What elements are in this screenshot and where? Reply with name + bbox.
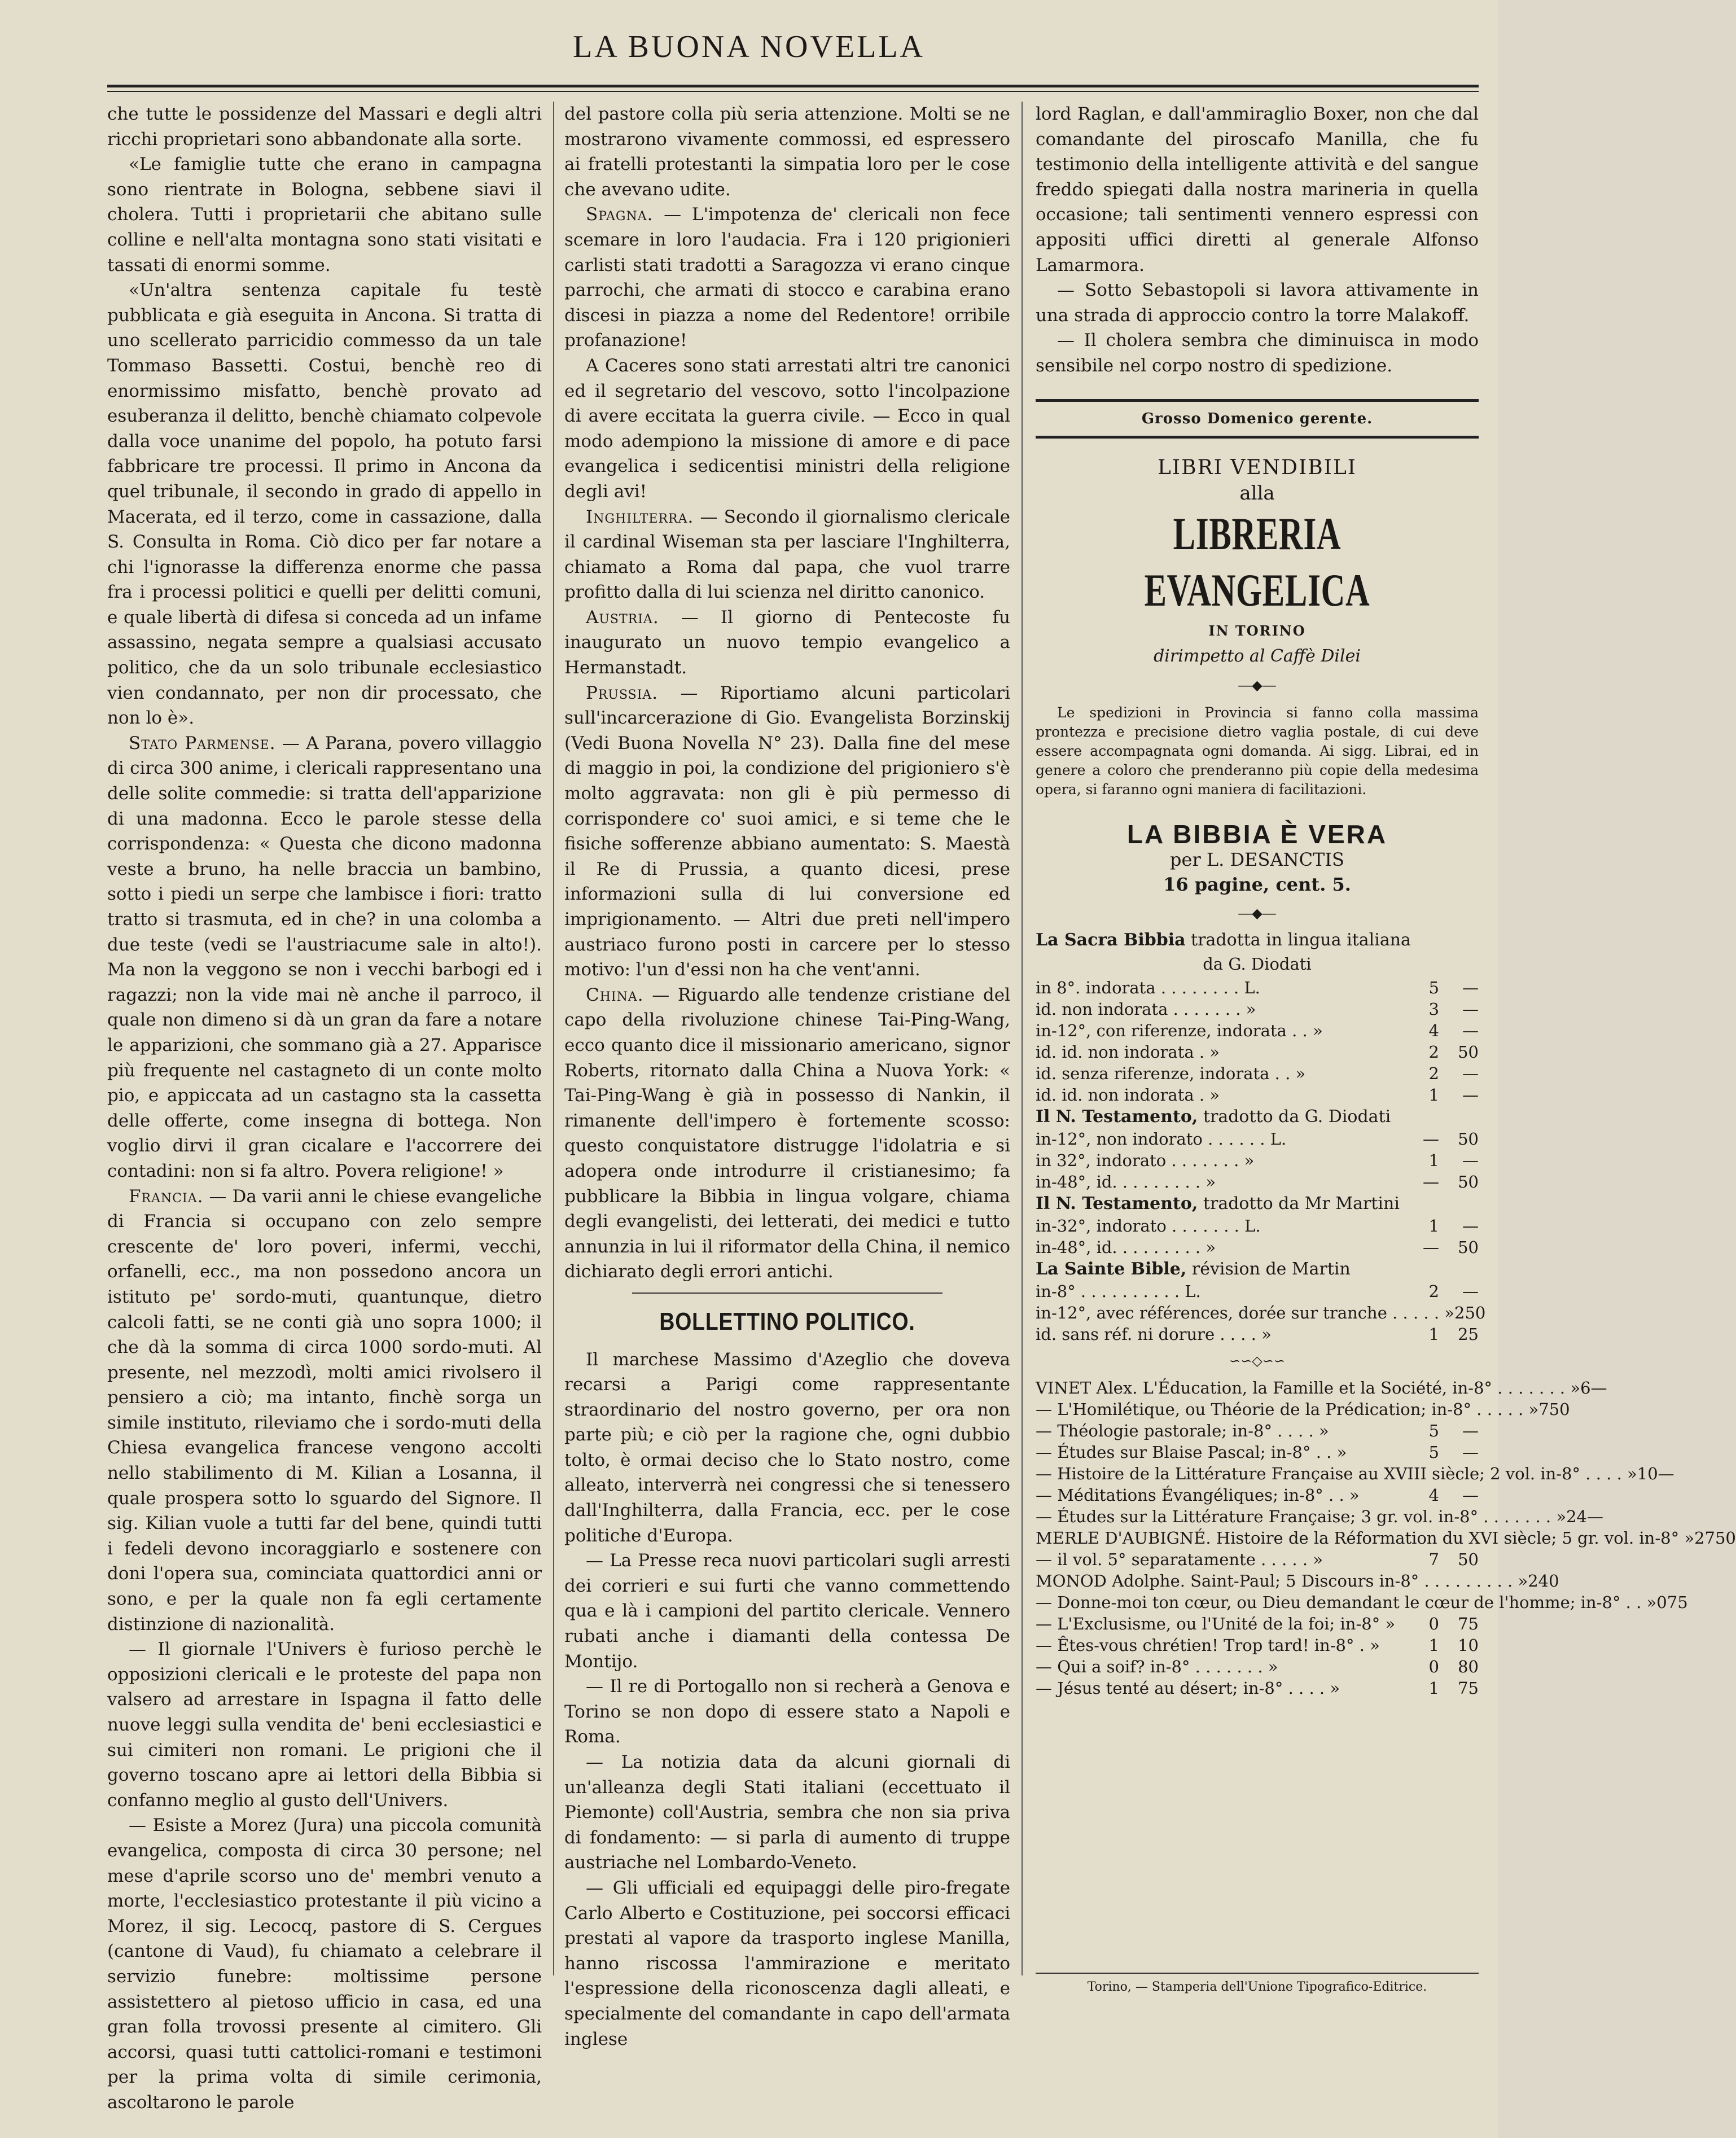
section-rule — [632, 1293, 942, 1294]
printer-footer: Torino, — Stamperia dell'Unione Tipografico-Editrice. — [1087, 1980, 1427, 1994]
price-description: id. id. non indorata . » — [1036, 1042, 1220, 1062]
price-description: — Jésus tenté au désert; in-8° . . . . » — [1036, 1678, 1340, 1698]
price-value: — — [1462, 1151, 1479, 1171]
book-title: La Sacra Bibbia — [1036, 930, 1186, 950]
price-description: in-32°, indorato . . . . . . . L. — [1036, 1216, 1261, 1236]
price-value: — — [1423, 1172, 1439, 1192]
article-paragraph — [107, 278, 542, 731]
section-heading: Austria. — [586, 607, 659, 628]
paragraph-text: — Esiste a Morez (Jura) una piccola comunità evangelica, composta di circa 30 persone; nel mese d'aprile scorso uno de' membri venuto a morte, l'ecclesiastico protestante il più vicino a Morez, il sig. Lecocq, pastore di S. Cergues (cantone di Vaud), fu chiamato a celebrare il servizio funebre: moltissime persone assistettero al pietoso ufficio in casa, ed una gran folla trovossi presente al cimitero. Gli accorsi, quasi tutti cattolici-romani e testimoni per la prima volta di simile cerimonia, ascoltarono le parole — [107, 1815, 542, 2113]
price-row — [1036, 1377, 1607, 1399]
price-description: in-12°, non indorato . . . . . . L. — [1036, 1129, 1287, 1149]
price-value: 50 — [1458, 1042, 1479, 1062]
price-row — [1036, 1677, 1479, 1699]
price-value: 5 — [1428, 1442, 1439, 1462]
paragraph-text: lord Raglan, e dall'ammiraglio Boxer, non che dal comandante del piroscafo Manilla, che fu testimonio della intelligente attività e del sangue freddo spiegati dalla nostra marineria in quella occasione; tali sentimenti vennero espressi con appositi uffici diretti al generale Alfonso Lamarmora. — [1036, 104, 1479, 275]
ad-line-2: alla — [1239, 481, 1275, 505]
article-paragraph — [564, 202, 1010, 353]
bollettino-paragraph: Il marchese Massimo d'Azeglio che doveva recarsi a Parigi come rappresentante straordinario del nostro governo, per ora non parte più; e ciò per la ragione che, ogni dubbio tolto, è ormai deciso che lo Stato nostro, come alleato, interverrà nei congressi che si tenessero dall'Inghilterra, dalla Francia, ecc. per le cose politiche d'Europa. — [564, 1349, 1010, 1546]
price-description: — Qui a soif? in-8° . . . . . . . » — [1036, 1657, 1278, 1676]
price-value: 1 — [1428, 1325, 1439, 1344]
bibbia-author: per L. DESANCTIS — [1170, 848, 1344, 870]
bibbia-price: 16 pagine, cent. 5. — [1163, 874, 1351, 896]
article-paragraph — [107, 731, 542, 1184]
price-value: 10 — [1637, 1464, 1658, 1483]
price-description: in-48°, id. . . . . . . . . » — [1036, 1172, 1216, 1192]
section-heading: Inghilterra. — [586, 506, 694, 527]
ornament-divider: ∽∽◇∽∽ — [1229, 1353, 1285, 1369]
paragraph-text: — L'impotenza de' clericali non fece scemare in loro l'audacia. Fra i 120 prigionieri carlisti stati tradotti a Saragozza vi erano cinque parrochi, che armati di stocco e carabina erano discesi in piazza a nome del Redentore! orribile profanazione! — [564, 204, 1010, 351]
price-row — [1036, 1549, 1479, 1570]
price-description: in-8° . . . . . . . . . . L. — [1036, 1282, 1201, 1302]
price-value: 7 — [1428, 1549, 1439, 1569]
price-row — [1036, 1399, 1570, 1420]
paragraph-text: — Sotto Sebastopoli si lavora attivamente in una strada di approccio contro la torre Malakoff. — [1036, 280, 1479, 326]
paragraph-text: che tutte le possidenze del Massari e degli altri ricchi proprietari sono abbandonate alla sorte. — [107, 104, 542, 150]
article-paragraph — [564, 983, 1010, 1285]
price-value: 40 — [1538, 1571, 1559, 1591]
book-heading — [1036, 929, 1479, 952]
article-paragraph — [564, 353, 1010, 505]
price-value: 50 — [1458, 1172, 1479, 1192]
article-paragraph — [107, 1813, 542, 2115]
price-value: — — [1423, 1238, 1439, 1258]
price-row — [1036, 1635, 1479, 1656]
book-translator: révision de Martin — [1191, 1259, 1351, 1280]
price-description: in 32°, indorato . . . . . . . » — [1036, 1151, 1255, 1171]
article-paragraph — [564, 102, 1010, 202]
price-value: 2 — [1454, 1303, 1465, 1323]
article-paragraph — [564, 681, 1010, 983]
book-title: Il N. Testamento, — [1036, 1107, 1198, 1127]
bollettino-paragraph: — Gli ufficiali ed equipaggi delle piro-fregate Carlo Alberto e Costituzione, pei soccorsi efficaci prestati al vapore da trasporto inglese Manilla, hanno riscossa l'ammirazione e meritato l'espressione della riconoscenza dagli alleati, e specialmente del comandante in capo dell'armata inglese — [564, 1877, 1010, 2049]
price-value: 2 — [1428, 1064, 1439, 1084]
paragraph-text: «Le famiglie tutte che erano in campagna sono rientrate in Bologna, sebbene siavi il cholera. Tutti i proprietarii che abitano sulle colline e nell'alta montagna sono stati visitati e tassati di enormi somme. — [107, 154, 542, 275]
price-row — [1036, 1215, 1479, 1237]
price-row — [1036, 1020, 1479, 1041]
price-row — [1036, 1656, 1479, 1677]
price-value: — — [1658, 1464, 1674, 1483]
price-value: — — [1462, 1085, 1479, 1105]
bookstore-ad — [1036, 455, 1479, 669]
price-row — [1036, 1171, 1479, 1193]
price-description: in-12°, con riferenze, indorata . . » — [1036, 1021, 1323, 1041]
section-heading: Stato Parmense. — [129, 733, 276, 753]
price-row — [1036, 1613, 1479, 1635]
price-value: — — [1462, 1485, 1479, 1505]
price-value: 1 — [1428, 1678, 1439, 1698]
price-value: 50 — [1465, 1303, 1486, 1323]
ad-city: IN TORINO — [1208, 623, 1306, 639]
price-description: MERLE D'AUBIGNÉ. Histoire de la Réformation du XVI siècle; 5 gr. vol. in-8° » — [1036, 1528, 1695, 1548]
section-heading: Prussia. — [586, 682, 659, 703]
gerente-line: Grosso Domenico gerente. — [1036, 399, 1479, 439]
price-value: — — [1462, 1021, 1479, 1041]
price-value: 10 — [1458, 1635, 1479, 1655]
price-value: — — [1587, 1506, 1604, 1526]
book-subheading: da G. Diodati — [1203, 954, 1312, 974]
price-value: 4 — [1428, 1021, 1439, 1041]
price-value: 1 — [1428, 1216, 1439, 1236]
masthead-rule — [107, 85, 1479, 92]
price-value: 75 — [1667, 1592, 1688, 1612]
ornament-divider: ―◆― — [1238, 905, 1276, 921]
price-row — [1036, 1302, 1486, 1324]
price-description: id. non indorata . . . . . . . » — [1036, 1000, 1256, 1019]
price-description: in 8°. indorata . . . . . . . . L. — [1036, 978, 1260, 998]
price-value: 50 — [1549, 1399, 1570, 1419]
price-value: 7 — [1538, 1399, 1549, 1419]
price-row — [1036, 1063, 1479, 1084]
price-value: 27 — [1694, 1528, 1715, 1548]
article-paragraph — [1036, 278, 1479, 328]
section-heading: Spagna. — [586, 204, 654, 225]
book-title: La Sainte Bible, — [1036, 1259, 1187, 1280]
price-value: — — [1462, 1282, 1479, 1302]
price-value: 24 — [1566, 1506, 1588, 1526]
price-row — [1036, 1281, 1479, 1302]
column-divider — [553, 102, 554, 1975]
footer-rule — [1036, 1973, 1479, 1974]
price-row — [1036, 1463, 1674, 1484]
price-value: 50 — [1458, 1238, 1479, 1258]
ornament-divider: ―◆― — [1238, 677, 1276, 693]
article-paragraph — [564, 605, 1010, 681]
price-row — [1036, 1150, 1479, 1171]
book-title: Il N. Testamento, — [1036, 1194, 1198, 1214]
price-row — [1036, 1420, 1479, 1442]
price-value: 5 — [1428, 978, 1439, 998]
price-value: 75 — [1458, 1678, 1479, 1698]
paragraph-text: — Riportiamo alcuni particolari sull'incarcerazione di Gio. Evangelista Borzinskij (Vedi Buona Novella N° 23). Dalla fine del mese di maggio in poi, la condizione del prigioniero s'è molto aggravata: non gli è più permesso di corrispondere co' suoi amici, e si teme che le fisiche sofferenze abbiano aumentato: S. Maestà il Re di Prussia, a quanto dicesi, prese informazioni sulla di lui conversione ed imprigionamento. — Altri due preti nell'impero austriaco furono posti in carcere per lo stesso motivo: l'un d'essi non ha che vent'anni. — [564, 682, 1010, 980]
bollettino-paragraph: — La Presse reca nuovi particolari sugli arresti dei corrieri e sui furti che vanno commettendo qua e là i campioni del partito clericale. Vennero rubati anche i diamanti della contessa De Montijo. — [564, 1550, 1010, 1672]
price-value: 5 — [1428, 1421, 1439, 1440]
book-heading — [1036, 1258, 1479, 1281]
article-paragraph — [107, 152, 542, 278]
price-value: — — [1423, 1129, 1439, 1149]
price-row — [1036, 1084, 1479, 1106]
price-row — [1036, 1324, 1479, 1345]
price-value: 75 — [1458, 1614, 1479, 1633]
price-value: 1 — [1428, 1151, 1439, 1171]
price-row — [1036, 1128, 1479, 1150]
bibbia-title: LA BIBBIA È VERA — [1126, 820, 1388, 849]
price-row — [1036, 998, 1479, 1020]
price-description: in-48°, id. . . . . . . . . » — [1036, 1238, 1216, 1258]
price-value: — — [1462, 1216, 1479, 1236]
paragraph-text: — Il giorno di Pentecoste fu inaugurato un nuovo tempio evangelico a Hermanstadt. — [564, 607, 1010, 678]
book-heading — [1036, 1106, 1479, 1128]
paragraph-text: — Il cholera sembra che diminuisca in modo sensibile nel corpo nostro di spedizione. — [1036, 330, 1479, 376]
price-row — [1036, 1041, 1479, 1063]
price-value: 3 — [1428, 1000, 1439, 1019]
price-value: 0 — [1428, 1657, 1439, 1676]
paragraph-text: «Un'altra sentenza capitale fu testè pubblicata e già eseguita in Ancona. Si tratta di uno scellerato parricidio commesso da un tale Tommaso Bassetti. Costui, benchè reo di enormissimo misfatto, benchè provato ad esuberanza il delitto, benchè chiamato colpevole dalla voce unanime del popolo, ha potuto farsi fabbricare tre processi. Il primo in Ancona da quel tribunale, il secondo in grado di appello in Macerata, ed il terzo, come in cassazione, dalla S. Consulta in Roma. Ciò dico per far notare a chi l'ignorasse la differenza enorme che passa fra i processi politici e quelli per delitti comuni, e quale libertà di difesa si conceda ad un infame assassino, negata sempre a qualsiasi accusato politico, che da un solo tribunale ecclesiastico vien condannato, per non dir processato, che non lo è». — [107, 280, 542, 729]
ad-bookstore-name: LIBRERIA EVANGELICA — [1144, 508, 1370, 616]
price-value: 1 — [1428, 1085, 1439, 1105]
paragraph-text: — Secondo il giornalismo clericale il cardinal Wiseman sta per lasciare l'Inghilterra, chiamato a Roma dal papa, che vuol trarre profitto dalla di lui scienza nel diritto canonico. — [564, 506, 1010, 603]
article-paragraph — [107, 102, 542, 152]
price-description: id. senza riferenze, indorata . . » — [1036, 1064, 1306, 1084]
price-value: 1 — [1428, 1635, 1439, 1655]
article-paragraph — [1036, 328, 1479, 378]
masthead-title: LA BUONA NOVELLA — [573, 29, 925, 64]
price-value: 6 — [1580, 1378, 1591, 1397]
price-value: 2 — [1428, 1042, 1439, 1062]
price-row — [1036, 1527, 1736, 1549]
paragraph-text: A Caceres sono stati arrestati altri tre canonici ed il segretario del vescovo, sotto l'incolpazione di avere eccitata la guerra civile. — Ecco in qual modo adempiono la missione di amore e di pace evangelica i sedicentisi ministri della religione degli avi! — [564, 355, 1010, 502]
price-description: — Études sur Blaise Pascal; in-8° . . » — [1036, 1442, 1347, 1462]
price-row — [1036, 1506, 1604, 1527]
price-value: 80 — [1458, 1657, 1479, 1676]
price-description: — Méditations Évangéliques; in-8° . . » — [1036, 1485, 1360, 1505]
price-value: — — [1462, 1064, 1479, 1084]
price-value: — — [1462, 1442, 1479, 1462]
price-value: 0 — [1656, 1592, 1667, 1612]
column-1 — [107, 102, 542, 2113]
book-translator: tradotto da Mr Martini — [1203, 1194, 1400, 1214]
paragraph-text: — Riguardo alle tendenze cristiane del capo della rivoluzione chinese Tai-Ping-Wang, ecco quanto dice il missionario americano, signor Roberts, ritornato dalla China a Nuova York: « Tai-Ping-Wang è già in possesso di Nankin, il rimanente dell'impero è fortemente scosso: questo conquistatore distrugge l'idolatria e si adopera onde introdurre il cristianesimo; fa pubblicare la Bibbia in lingua volgare, chiama degli evangelisti, dei letterati, dei medici e tutto annunzia in lui il riformator della China, il nemico dichiarato degli errori antichi. — [564, 984, 1010, 1282]
price-value: 4 — [1428, 1485, 1439, 1505]
price-row — [1036, 1570, 1559, 1592]
price-value: 2 — [1528, 1571, 1538, 1591]
paragraph-text: — Il giornale l'Univers è furioso perchè le opposizioni clericali e le proteste del papa non valsero ad arrestare in Ispagna il fatto delle nuove leggi sulla vendita de' beni ecclesiastici e sui cimiteri non romani. Le prigioni che il governo toscano apre ai lettori della Bibbia si confanno meglio al gusto dell'Univers. — [107, 1639, 542, 1811]
column-2 — [564, 102, 1010, 2049]
price-description: — Donne-moi ton cœur, ou Dieu demandant le cœur de l'homme; in-8° . . » — [1036, 1592, 1657, 1612]
price-description: — Théologie pastorale; in-8° . . . . » — [1036, 1421, 1329, 1440]
article-paragraph — [107, 1184, 542, 1637]
masthead — [0, 23, 1498, 90]
price-description: — L'Exclusisme, ou l'Unité de la foi; in-8° » — [1036, 1614, 1396, 1633]
article-paragraph — [107, 1637, 542, 1813]
price-value: — — [1462, 1000, 1479, 1019]
price-value: 50 — [1715, 1528, 1736, 1548]
price-description: — Études sur la Littérature Française; 3 gr. vol. in-8° . . . . . . . » — [1036, 1506, 1567, 1526]
article-paragraph — [1036, 102, 1479, 278]
book-heading — [1036, 1193, 1479, 1215]
price-description: — il vol. 5° separatamente . . . . . » — [1036, 1549, 1323, 1569]
price-description: VINET Alex. L'Éducation, la Famille et la Société, in-8° . . . . . . . » — [1036, 1378, 1581, 1397]
price-value: 50 — [1458, 1549, 1479, 1569]
price-value: 2 — [1428, 1282, 1439, 1302]
price-value: 0 — [1428, 1614, 1439, 1633]
book-translator: tradotta in lingua italiana — [1191, 930, 1411, 950]
price-row — [1036, 1442, 1479, 1463]
column-3 — [1036, 102, 1736, 1981]
bollettino-paragraph: — La notizia data da alcuni giornali di un'alleanza degli Stati italiani (eccettuato il Piemonte) coll'Austria, sembra che non sia priva di fondamento: — si parla di aumento di truppe austriache nel Lombardo-Veneto. — [564, 1752, 1010, 1873]
section-heading: China. — [586, 984, 644, 1005]
price-row — [1036, 1592, 1688, 1613]
price-description: id. id. non indorata . » — [1036, 1085, 1220, 1105]
column-divider — [1022, 102, 1023, 1975]
book-translator: tradotto da G. Diodati — [1203, 1107, 1391, 1127]
price-value: 50 — [1458, 1129, 1479, 1149]
price-description: — L'Homilétique, ou Théorie de la Prédication; in-8° . . . . . » — [1036, 1399, 1539, 1419]
price-description: — Histoire de la Littérature Française au XVIII siècle; 2 vol. in-8° . . . . » — [1036, 1464, 1637, 1483]
paragraph-text: del pastore colla più seria attenzione. Molti se ne mostrarono vivamente commossi, ed espressero ai fratelli protestanti la simpatia loro per le cose che avevano udite. — [564, 104, 1010, 200]
price-row — [1036, 977, 1479, 998]
paragraph-text: — Da varii anni le chiese evangeliche di Francia si occupano con zelo sempre crescente de' loro poveri, infermi, vecchi, orfanelli, ecc., ma non possedono ancora un istituto pe' sordo-muti, quantunque, dietro calcoli fatti, se ne conti già uno sopra 1000; il che dà la somma di circa 1000 sordo-muti. Al presente, nel mezzodì, molti amici rivolsero il pensiero a ciò; ma intanto, finchè sorga un simile instituto, rileviamo che i sordo-muti della Chiesa evangelica francese vengono accolti nello stabilimento di M. Kilian a Losanna, il quale prospera sotto lo sguardo del Signore. Il sig. Kilian vuole a tutti far del bene, quindi tutti i fedeli devono incoraggiarlo e sostenere con doni l'opera sua, cominciata quattordici anni or sono, e per la quale non fa egli certamente distinzione di nazionalità. — [107, 1186, 542, 1635]
price-description: id. sans réf. ni dorure . . . . » — [1036, 1325, 1272, 1344]
bollettino-paragraph: — Il re di Portogallo non si recherà a Genova e Torino se non dopo di essere stato a Napoli e Roma. — [564, 1676, 1010, 1747]
price-description: in-12°, avec références, dorée sur tranche . . . . . » — [1036, 1303, 1455, 1323]
price-description: MONOD Adolphe. Saint-Paul; 5 Discours in-8° . . . . . . . . . » — [1036, 1571, 1528, 1591]
ad-notice: Le spedizioni in Provincia si fanno colla massima prontezza e precisione dietro vaglia postale, di cui deve essere accompagnata ogni domanda. Ai sigg. Librai, ed in genere a coloro che prenderanno più copie della medesima opera, si faranno ogni maniera di facilitazioni. — [1036, 704, 1479, 798]
price-value: — — [1462, 1421, 1479, 1440]
price-row — [1036, 1484, 1479, 1506]
price-row — [1036, 1237, 1479, 1258]
paragraph-text: — A Parana, povero villaggio di circa 300 anime, i clericali rappresentano una delle solite commedie: si tratta dell'apparizione di una madonna. Ecco le parole stesse della corrispondenza: « Questa che dicono madonna veste a bruno, ha nelle braccia un bambino, sotto i piedi un serpe che lambisce i fiori: tratto tratto si trasmuta, ed in che? in una colomba a due teste (vedi se l'austriacume sale in alto!). Ma non la veggono se non i vecchi barbogi ed i ragazzi; non la vide mai nè anche il parroco, il quale non dimeno si dà un gran da fare a notare le apparizioni, che sommano già a 27. Apparisce più frequente nel castagneto di un conte molto pio, e appiccata ad un castagno sta la cassetta delle offerte, come insegna di bottega. Non voglio dirvi il gran cicalare e l'accorrere dei contadini: non si fa altro. Povera religione! » — [107, 733, 542, 1181]
article-paragraph — [564, 505, 1010, 605]
price-value: 25 — [1458, 1325, 1479, 1344]
bollettino-title: BOLLETTINO POLITICO. — [659, 1307, 915, 1335]
section-heading: Francia. — [129, 1186, 204, 1207]
price-value: — — [1590, 1378, 1607, 1397]
price-value: — — [1462, 978, 1479, 998]
ad-address: dirimpetto al Caffè Dilei — [1154, 646, 1361, 666]
price-description: — Êtes-vous chrétien! Trop tard! in-8° . » — [1036, 1635, 1380, 1655]
ad-line-1: LIBRI VENDIBILI — [1157, 456, 1357, 480]
